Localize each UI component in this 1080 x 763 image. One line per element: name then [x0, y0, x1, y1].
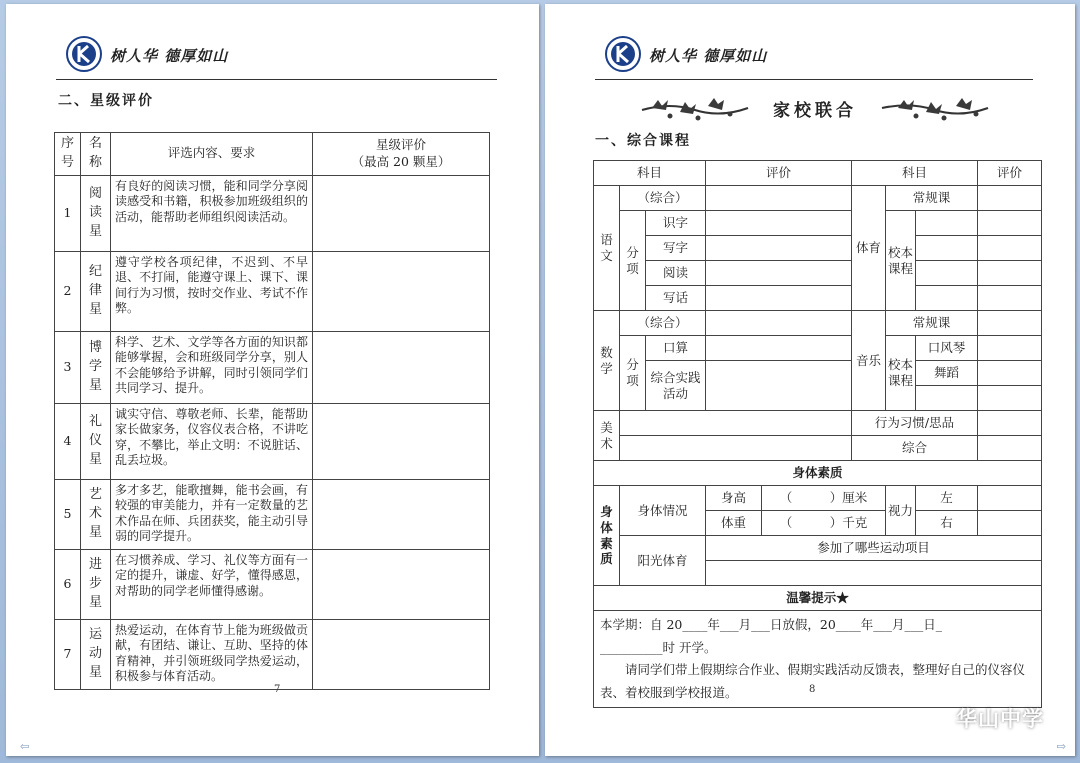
- wechat-icon: [912, 709, 940, 733]
- pe-school-based: 校本课程: [886, 211, 916, 311]
- table-row: [55, 331, 490, 403]
- tips-line: 请同学们带上假期综合作业、假期实践活动反馈表，整理好自己的仪容仪表、着校服到学校报道。: [600, 662, 1026, 700]
- subject-music: 音乐: [852, 311, 886, 411]
- eval-cell[interactable]: [978, 411, 1042, 436]
- eval-cell[interactable]: [978, 261, 1042, 286]
- row-rating-cell[interactable]: [313, 251, 490, 331]
- row-no: 2: [55, 251, 81, 331]
- subject-math: 数学: [594, 311, 620, 411]
- row-name: 阅读星: [81, 175, 111, 251]
- eval-cell[interactable]: [706, 186, 852, 211]
- chinese-item: 写话: [646, 286, 706, 311]
- row-name: 运动星: [81, 619, 111, 689]
- chinese-item: 写字: [646, 236, 706, 261]
- eval-cell[interactable]: [706, 311, 852, 336]
- music-item: 舞蹈: [916, 361, 978, 386]
- page-header: [56, 36, 497, 80]
- body-condition-label: 身体情况: [620, 486, 706, 536]
- eval-cell[interactable]: [706, 236, 852, 261]
- row-no: 1: [55, 175, 81, 251]
- vision-label: 视力: [886, 486, 916, 536]
- header-no: 序号: [55, 133, 81, 176]
- sunshine-sports-label: 阳光体育: [620, 536, 706, 586]
- row-no: 4: [55, 403, 81, 479]
- table-row: [55, 479, 490, 549]
- school-motto: 树人华 德厚如山: [110, 47, 229, 65]
- table-header-row: [55, 133, 490, 176]
- pe-item-cell[interactable]: [916, 286, 978, 311]
- eval-cell[interactable]: [978, 361, 1042, 386]
- page-7: [6, 4, 539, 756]
- page-8: [545, 4, 1075, 756]
- eval-cell[interactable]: [706, 211, 852, 236]
- star-rating-table: [54, 132, 490, 690]
- overall-label: 综合: [852, 436, 978, 461]
- row-rating-cell[interactable]: [313, 479, 490, 549]
- eval-cell[interactable]: [978, 211, 1042, 236]
- row-rating-cell[interactable]: [313, 175, 490, 251]
- tips-title: 温馨提示★: [594, 586, 1042, 611]
- subject-art: 美术: [594, 411, 620, 461]
- height-input[interactable]: （ ）厘米: [762, 486, 886, 511]
- row-no: 7: [55, 619, 81, 689]
- section-title: 二、星级评价: [58, 93, 154, 109]
- vine-decoration-icon: [880, 94, 990, 122]
- eval-cell[interactable]: [706, 361, 852, 411]
- header-rating-sub: （最高 20 颗星）: [351, 153, 451, 169]
- math-item: 综合实践活动: [646, 361, 706, 411]
- chinese-comprehensive: （综合）: [620, 186, 706, 211]
- row-name: 礼仪星: [81, 403, 111, 479]
- header-rating: [313, 133, 490, 176]
- row-name: 艺术星: [81, 479, 111, 549]
- pe-item-cell[interactable]: [916, 211, 978, 236]
- row-no: 3: [55, 331, 81, 403]
- page-number: 8: [809, 684, 816, 695]
- subject-chinese: 语文: [594, 186, 620, 311]
- chinese-item: 识字: [646, 211, 706, 236]
- row-no: 5: [55, 479, 81, 549]
- table-row: [55, 251, 490, 331]
- table-header-row: [594, 161, 1042, 186]
- eval-cell[interactable]: [978, 336, 1042, 361]
- weight-label: 体重: [706, 511, 762, 536]
- eval-cell[interactable]: [706, 286, 852, 311]
- row-name: 博学星: [81, 331, 111, 403]
- row-rating-cell[interactable]: [313, 619, 490, 689]
- row-name: 纪律星: [81, 251, 111, 331]
- header-subject: 科目: [852, 161, 978, 186]
- row-desc: 遵守学校各项纪律，不迟到、不早退、不打闹，能遵守课上、课下、课间行为习惯，按时交作业、考试不作弊。: [111, 251, 313, 331]
- vision-left-input[interactable]: [978, 486, 1042, 511]
- eval-cell[interactable]: [620, 411, 852, 436]
- tips-content: [594, 611, 1042, 708]
- chinese-item: 阅读: [646, 261, 706, 286]
- eval-cell[interactable]: [978, 436, 1042, 461]
- physical-title: 身体素质: [594, 461, 1042, 486]
- row-desc: 有良好的阅读习惯，能和同学分享阅读感受和书籍，积极参加班级组织的活动，能帮助老师组织阅读活动。: [111, 175, 313, 251]
- row-desc: 在习惯养成、学习、礼仪等方面有一定的提升，谦虚、好学，懂得感恩，对帮助的同学老师懂得感谢。: [111, 549, 313, 619]
- eval-cell[interactable]: [978, 186, 1042, 211]
- header-eval: 评价: [706, 161, 852, 186]
- eval-cell[interactable]: [706, 261, 852, 286]
- math-comprehensive: （综合）: [620, 311, 706, 336]
- eval-cell[interactable]: [706, 336, 852, 361]
- physical-label: 身体素质: [594, 486, 620, 586]
- row-name: 进步星: [81, 549, 111, 619]
- math-item: 口算: [646, 336, 706, 361]
- table-row: [55, 403, 490, 479]
- row-no: 6: [55, 549, 81, 619]
- pe-item-cell[interactable]: [916, 261, 978, 286]
- tips-line: __________时 开学。: [600, 639, 717, 655]
- watermark: 华山中学: [956, 707, 1044, 731]
- next-page-arrow-icon[interactable]: ⇨: [1056, 740, 1066, 753]
- vision-left-label: 左: [916, 486, 978, 511]
- sports-question: 参加了哪些运动项目: [706, 536, 1042, 561]
- row-rating-cell[interactable]: [313, 403, 490, 479]
- table-row: [55, 549, 490, 619]
- pe-regular: 常规课: [886, 186, 978, 211]
- school-logo-icon: [66, 36, 102, 72]
- school-motto: 树人华 德厚如山: [649, 47, 768, 65]
- page-header: [595, 36, 1033, 80]
- pe-item-cell[interactable]: [916, 236, 978, 261]
- banner: [640, 90, 990, 124]
- header-subject: 科目: [594, 161, 706, 186]
- math-sub-items: 分项: [620, 336, 646, 411]
- row-rating-cell[interactable]: [313, 331, 490, 403]
- header-rating-label: 星级评价: [375, 136, 426, 152]
- header-name: 名称: [81, 133, 111, 176]
- row-rating-cell[interactable]: [313, 549, 490, 619]
- section-title: 一、综合课程: [595, 133, 691, 149]
- row-desc: 多才多艺，能歌擅舞，能书会画，有较强的审美能力，并有一定数量的艺术作品在师、兵团获奖，能主动引导弱的同学提升。: [111, 479, 313, 549]
- music-item: 口风琴: [916, 336, 978, 361]
- row-desc: 诚实守信、尊敬老师、长辈，能帮助家长做家务，仪容仪表合格，不讲吃穿，不攀比，举止文明：不说脏话、乱丢垃圾。: [111, 403, 313, 479]
- eval-cell[interactable]: [978, 236, 1042, 261]
- height-label: 身高: [706, 486, 762, 511]
- eval-cell[interactable]: [978, 311, 1042, 336]
- table-row: [55, 175, 490, 251]
- eval-cell[interactable]: [620, 436, 852, 461]
- header-content: 评选内容、要求: [111, 133, 313, 176]
- prev-page-arrow-icon[interactable]: ⇦: [20, 740, 30, 753]
- vision-right-input[interactable]: [978, 511, 1042, 536]
- eval-cell[interactable]: [978, 386, 1042, 411]
- header-eval: 评价: [978, 161, 1042, 186]
- table-row: [55, 619, 490, 689]
- page-number: 7: [274, 684, 281, 695]
- sports-answer-input[interactable]: [706, 561, 1042, 586]
- row-desc: 热爱运动，在体育节上能为班级做贡献，有团结、谦让、互助、坚持的体育精神，并引领班级同学热爱运动，积极参与体育活动。: [111, 619, 313, 689]
- music-item-cell[interactable]: [916, 386, 978, 411]
- music-regular: 常规课: [886, 311, 978, 336]
- chinese-sub-items: 分项: [620, 211, 646, 311]
- course-evaluation-table: [593, 160, 1042, 708]
- subject-pe: 体育: [852, 186, 886, 311]
- vision-right-label: 右: [916, 511, 978, 536]
- weight-input[interactable]: （ ）千克: [762, 511, 886, 536]
- eval-cell[interactable]: [978, 286, 1042, 311]
- row-desc: 科学、艺术、文学等各方面的知识都能够掌握，会和班级同学分享，别人不会能够给予讲解，同时引领同学们共同学习、提升。: [111, 331, 313, 403]
- banner-title: 家校联合: [773, 101, 857, 121]
- tips-line: 本学期：自 20____年___月___日放假，20____年___月___日_: [600, 617, 943, 632]
- school-logo-icon: [605, 36, 641, 72]
- music-school-based: 校本课程: [886, 336, 916, 411]
- behavior-label: 行为习惯/思品: [852, 411, 978, 436]
